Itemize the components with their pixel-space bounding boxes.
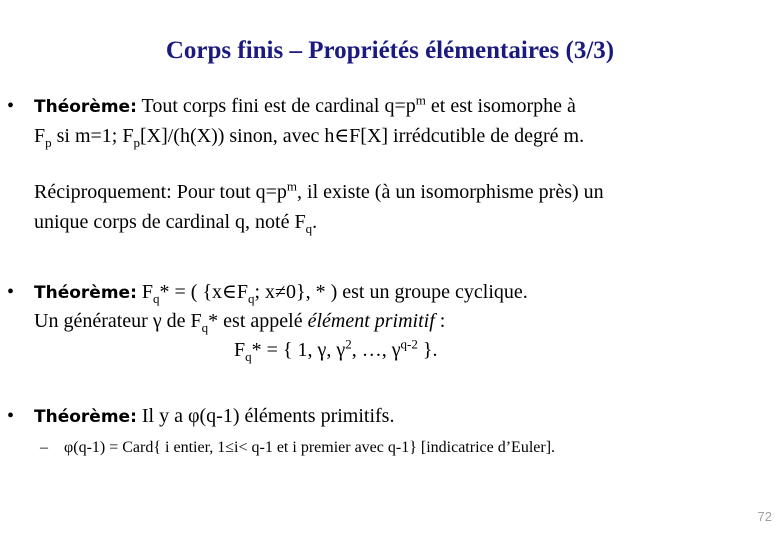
theorem-1-label: Théorème: bbox=[34, 97, 137, 117]
primitive-element-term: élément primitif bbox=[307, 310, 435, 332]
slide-title: Corps finis – Propriétés élémentaires (3/3) bbox=[165, 37, 615, 64]
theorem-3-label: Théorème: bbox=[34, 407, 137, 427]
theorem-2-formula: $F_q*$ = { 1, γ, $\gamma^2$, …, $\gamma^{q-2}$ }. bbox=[234, 336, 438, 364]
theorem-3-line-1: Théorème: Il y a φ(q-1) éléments primitifs. bbox=[34, 405, 395, 427]
theorem-1-line-2: $F_p$ si m=1; $F_p[X]/(h(X))$ sinon, avec h∈F[X] irrédcutible de degré m. bbox=[34, 125, 585, 150]
theorem-2-line-2: Un générateur γ de $F_q*$ est appelé élément primitif : bbox=[34, 310, 446, 335]
dash-1: – bbox=[40, 439, 48, 456]
bullet-1: • bbox=[7, 95, 15, 117]
theorem-2-label: Théorème: bbox=[34, 283, 137, 303]
theorem-1-line-1: Théorème: Tout corps fini est de cardinal $q=p^m$ et est isomorphe à bbox=[34, 92, 576, 117]
bullet-3: • bbox=[7, 405, 15, 427]
theorem-1-line-3: Réciproquement: Pour tout $q=p^m$, il existe (à un isomorphisme près) un bbox=[34, 178, 604, 203]
bullet-2: • bbox=[7, 281, 15, 303]
theorem-2-line-1: Théorème: $F_q*$ = ( {$x\in F_q$; x≠0}, * ) est un groupe cyclique. bbox=[34, 281, 528, 306]
euler-subitem: φ(q-1) = Card{ i entier, 1≤i< q-1 et i premier avec q-1} [indicatrice d’Euler]. bbox=[64, 439, 556, 456]
theorem-1-line-4: unique corps de cardinal q, noté $F_q$. bbox=[34, 211, 318, 236]
page-number: 72 bbox=[757, 509, 772, 524]
